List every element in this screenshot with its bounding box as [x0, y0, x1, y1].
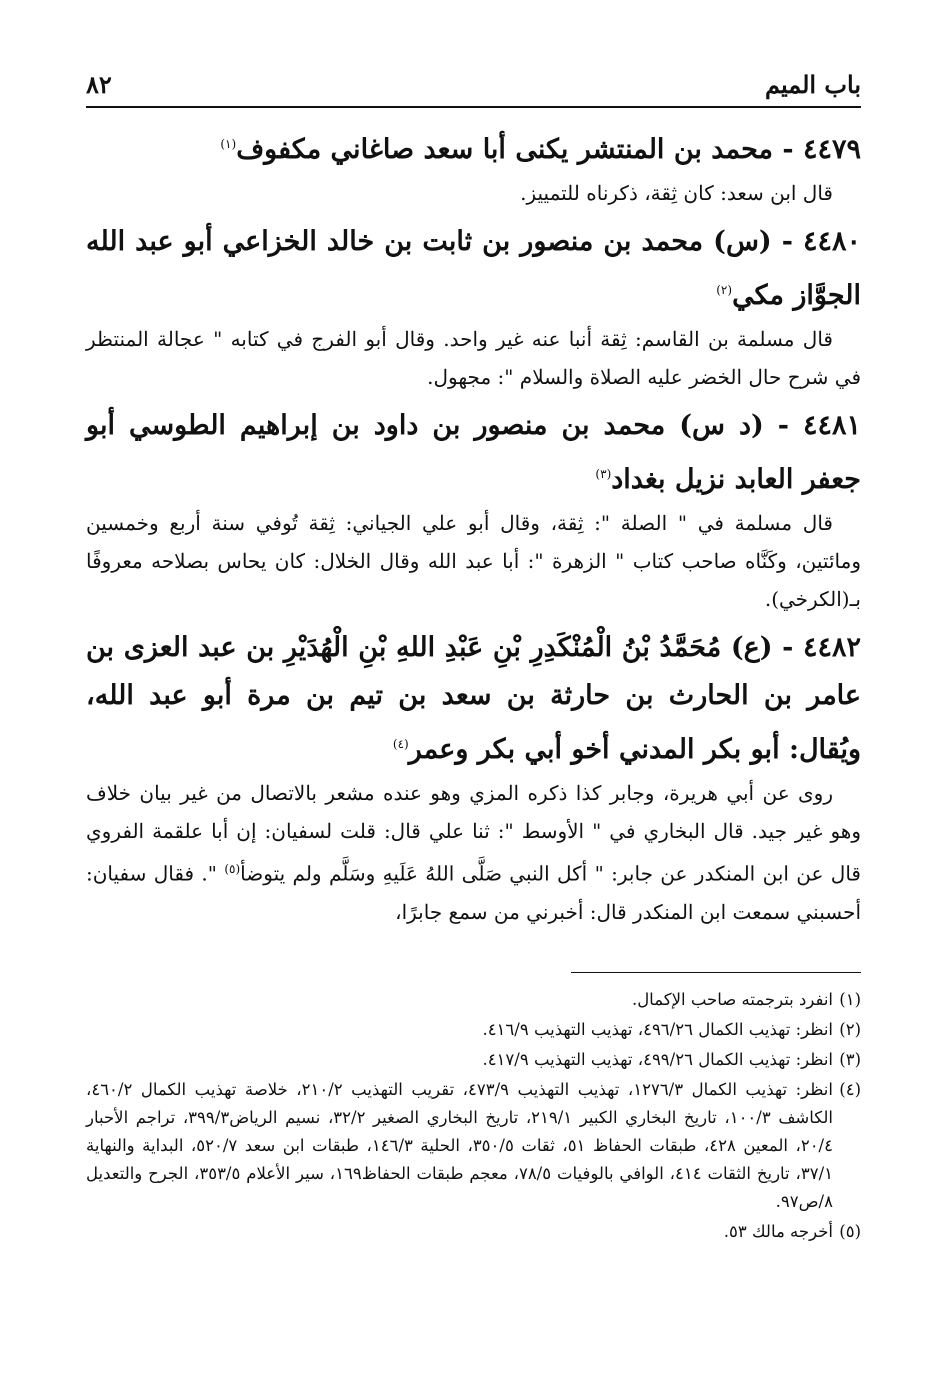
footnote-ref: (١) — [220, 137, 237, 151]
footnote — [86, 1076, 861, 1216]
footnote-list — [86, 986, 861, 1248]
footnote-text: انظر: تهذيب الكمال ١٢٧٦/٣، تهذيب التهذيب ٤٧٣/٩، تقريب التهذيب ٢١٠/٢، خلاصة تهذيب الكمال ٤٦٠/٢، الكاشف ١٠٠/٣، تاريخ البخاري الكبير ٢١٩/١، تاريخ البخاري الصغير ٣٢/٢، نسيم الرياض٣٩٩/٣، تراجم الأحبار ٢٠/٤، المعين ٤٢٨، طبقات الحفاظ ٥١، ثقات ٣٥٠/٥، الحلية ١٤٦/٣، طبقات ابن سعد ٥٢٠/٧، البداية والنهاية ٣٧/١، تاريخ الثقات ٤١٤، الوافي بالوفيات ٧٨/٥، معجم طبقات الحفاظ١٦٩، سير الأعلام ٣٥٣/٥، الجرح والتعديل ٨/ص٩٧. — [86, 1080, 833, 1211]
footnote-ref: (٣) — [595, 467, 612, 481]
footnote — [86, 986, 861, 1014]
footnote — [86, 1046, 861, 1074]
entry-heading-text: ٤٤٧٩ - محمد بن المنتشر يكنى أبا سعد صاغاني مكفوف — [236, 134, 861, 165]
footnote-divider — [571, 972, 861, 973]
footnote-text: انظر: تهذيب الكمال ٤٩٦/٢٦، تهذيب التهذيب ٤١٦/٩. — [482, 1020, 833, 1039]
chapter-title: باب الميم — [764, 70, 861, 99]
footnote — [86, 1016, 861, 1044]
entry-text: قال ابن سعد: كان ثِقة، ذكرناه للتمييز. — [520, 181, 833, 205]
entry-text-part: روى عن أبي هريرة، وجابر كذا ذكره المزي وهو عنده مشعر بالاتصال من غير بيان خلاف وهو غير جيد. قال البخاري في " الأوسط ": ثنا علي قال: قلت لسفيان: إن أبا علقمة الفروي قال عن ابن المنكدر عن جابر: " أكل النبي صَلَّى اللهُ عَلَيهِ وسَلَّم ولم يتوضأ — [86, 781, 861, 886]
entry-text: قال مسلمة في " الصلة ": ثِقة، وقال أبو علي الجياني: ثِقة تُوفي سنة أربع وخمسين ومائتين، وكَنَّاه صاحب كتاب " الزهرة ": أبا عبد الله وقال الخلال: كان يحاس بصلاحه معروفًا بـ(الكرخي). — [86, 511, 861, 611]
entry-heading-text: ٤٤٨٠ - (س) محمد بن منصور بن ثابت بن خالد الخزاعي أبو عبد الله الجوَّاز مكي — [86, 226, 861, 311]
entry-heading — [86, 218, 861, 320]
entry-text: قال مسلمة بن القاسم: ثِقة أنبا عنه غير واحد. وقال أبو الفرج في كتابه " عجالة المنتظر في شرح حال الخضر عليه الصلاة والسلام ": مجهول. — [86, 327, 861, 389]
footnote-number: (٣) — [839, 1050, 861, 1069]
footnote-ref: (٥) — [224, 862, 241, 876]
footnote-number: (٤) — [839, 1080, 861, 1099]
footnote-number: (١) — [839, 990, 861, 1009]
entry-text-tail: ". فقال سفيان: أحسبني سمعت ابن المنكدر قال: أخبرني من سمع جابرًا، — [86, 861, 861, 924]
footnote-number: (٢) — [839, 1020, 861, 1039]
footnote-ref: (٢) — [716, 283, 733, 297]
entry-text — [86, 774, 861, 931]
page-header — [86, 62, 861, 108]
main-text — [86, 120, 861, 937]
footnote — [86, 1218, 861, 1246]
entry-heading — [86, 120, 861, 174]
entry-heading — [86, 624, 861, 774]
footnote-number: (٥) — [839, 1222, 861, 1241]
footnote-text: انظر: تهذيب الكمال ٤٩٩/٢٦، تهذيب التهذيب ٤١٧/٩. — [482, 1050, 833, 1069]
entry-heading — [86, 402, 861, 504]
footnote-text: أخرجه مالك ٥٣. — [723, 1222, 833, 1241]
entry-heading-text: ٤٤٨٢ - (ع) مُحَمَّدُ بْنُ الْمُنْكَدِرِ بْنِ عَبْدِ اللهِ بْنِ الْهُدَيْرِ بن عبد العزى بن عامر بن الحارث بن حارثة بن سعد بن تيم بن مرة أبو عبد الله، ويُقال: أبو بكر المدني أخو أبي بكر وعمر — [86, 632, 861, 765]
entry-heading-text: ٤٤٨١ - (د س) محمد بن منصور بن داود بن إبراهيم الطوسي أبو جعفر العابد نزيل بغداد — [86, 410, 861, 495]
footnote-ref: (٤) — [392, 737, 409, 751]
footnote-text: انفرد بترجمته صاحب الإكمال. — [631, 990, 833, 1009]
page-number: ٨٢ — [86, 70, 112, 99]
